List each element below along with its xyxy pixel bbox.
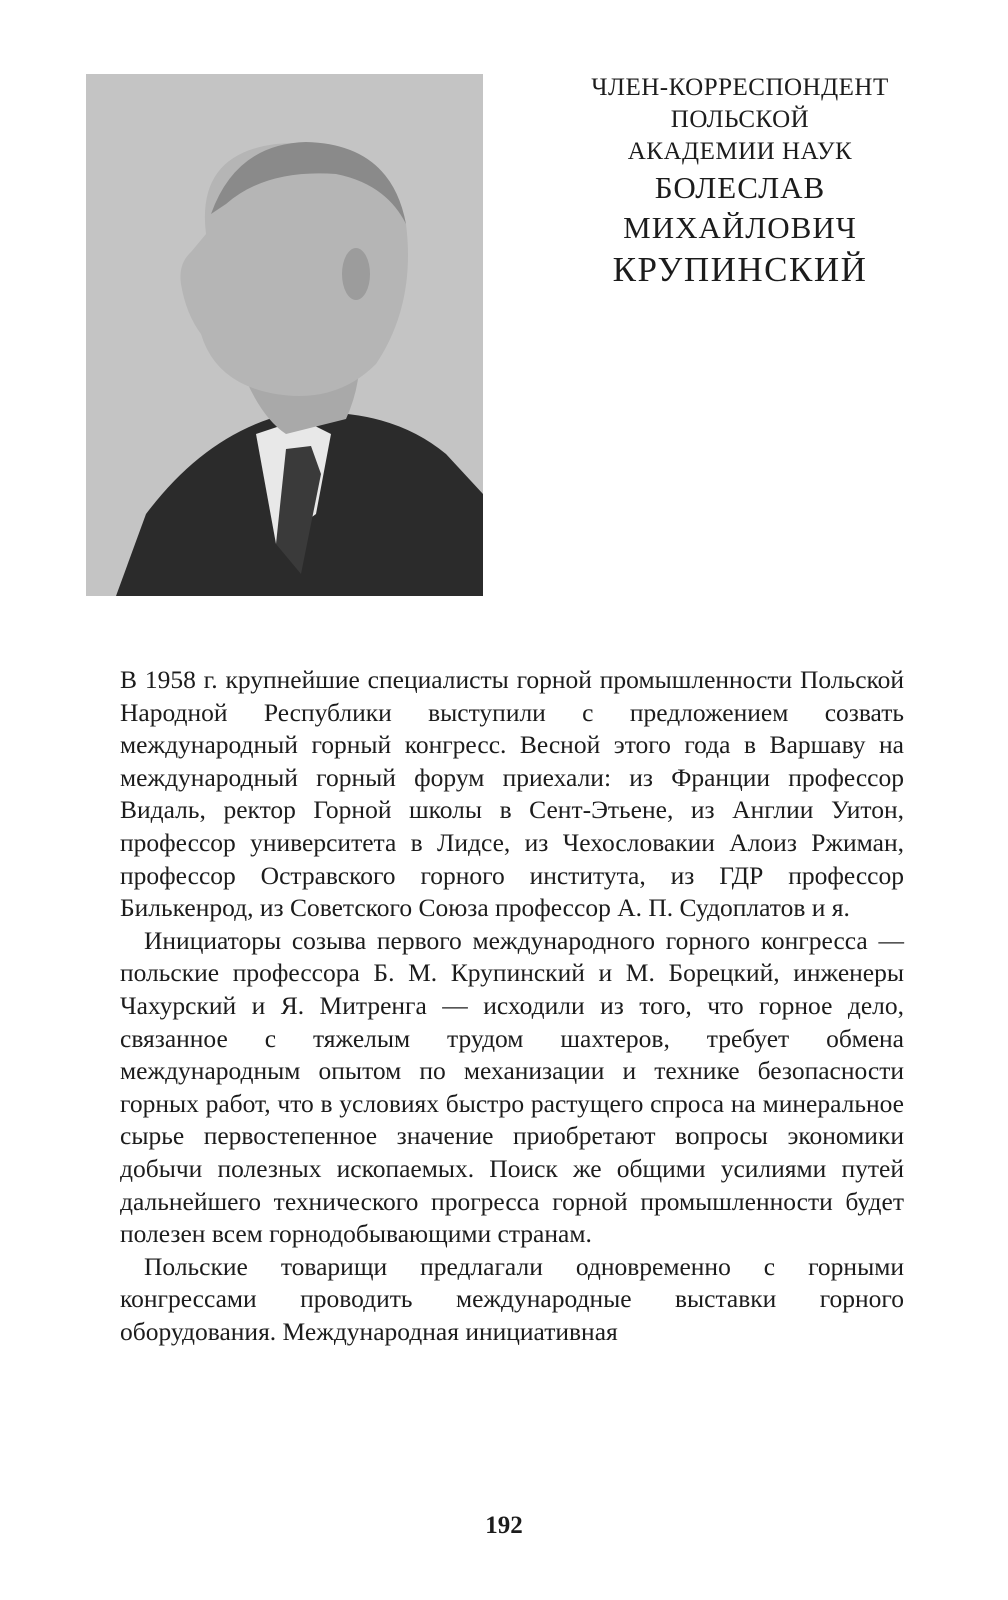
- heading-title-line: ПОЛЬСКОЙ: [670, 106, 810, 133]
- heading-title-line: АКАДЕМИИ НАУК: [627, 138, 853, 165]
- article-heading: [540, 72, 940, 292]
- paragraph: Инициаторы созыва первого международного горного конгресса — польские профессора Б. М. Крупинский и М. Борецкий, инженеры Чахурский и Я. Митренга — исходили из того, что горное дело, связанное с тяжелым трудом шахтеров, требует обмена международным опытом по механизации и технике безопасности горных работ, что в условиях быстро растущего спроса на минеральное сырье первостепенное значение приобретают вопросы экономики добычи полезных ископаемых. Поиск же общими усилиями путей дальнейшего технического прогресса горной промышленности будет полезен всем горнодобывающими странам.: [120, 925, 904, 1249]
- heading-surname: КРУПИНСКИЙ: [612, 250, 868, 289]
- paragraph: В 1958 г. крупнейшие специалисты горной промышленности Польской Народной Республики выступили с предложением созвать международный горный конгресс. Весной этого года в Варшаву на международный горный форум приехали: из Франции профессор Видаль, ректор Горной школы в Сент-Этьене, из Англии Уитон, профессор университета в Лидсе, из Чехословакии Алоиз Ржиман, профессор Остравского горного института, из ГДР профессор Билькенрод, из Советского Союза профессор А. П. Судоплатов и я.: [120, 665, 904, 923]
- heading-first-name: БОЛЕСЛАВ: [654, 170, 826, 205]
- heading-patronymic: МИХАЙЛОВИЧ: [623, 210, 857, 245]
- portrait-photo-icon: [86, 74, 483, 596]
- page-number: 192: [485, 1512, 523, 1539]
- article-body: [120, 664, 904, 1348]
- heading-title-line: ЧЛЕН-КОРРЕСПОНДЕНТ: [591, 74, 889, 101]
- portrait-photo: [86, 74, 483, 596]
- paragraph: Польские товарищи предлагали одновременно с горными конгрессами проводить международные выставки горного оборудования. Международная инициативная: [120, 1251, 904, 1346]
